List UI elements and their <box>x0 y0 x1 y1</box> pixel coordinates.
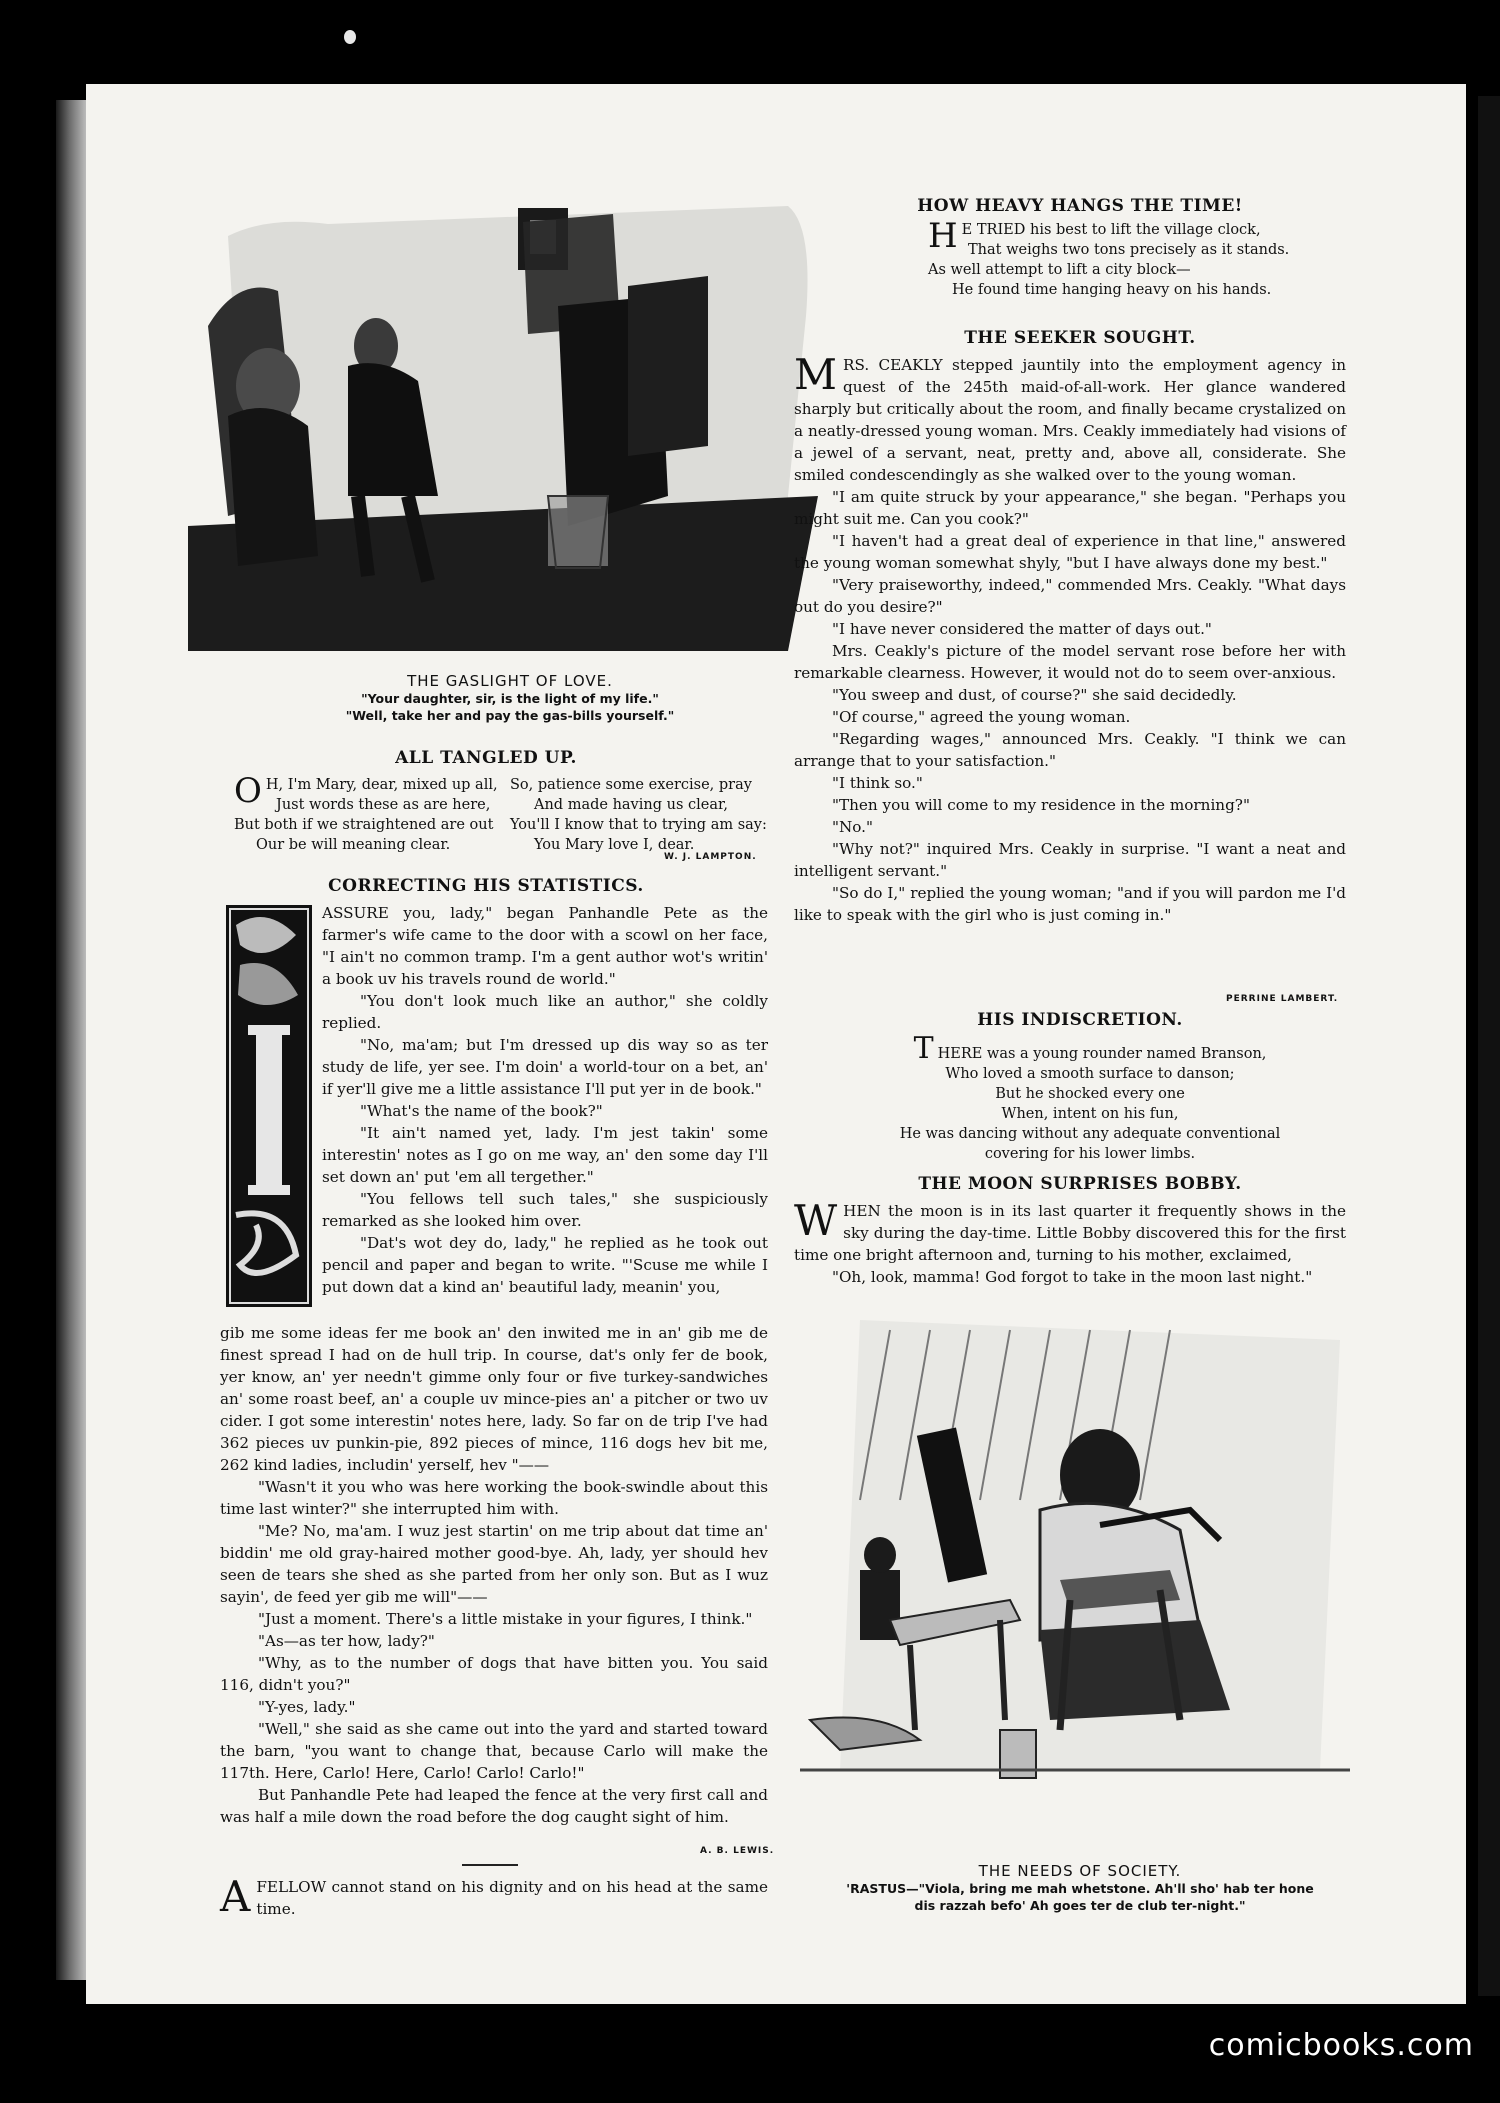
poem-line: He was dancing without any adequate conventional <box>899 1126 1281 1142</box>
paragraph-text: RS. CEAKLY stepped jauntily into the employment agency in quest of the 245th maid-of-all-work. Her glance wandered sharply but critically about the room, and finally became crystalized on a neatly-dressed young woman. Mrs. Ceakly immediately had visions of a jewel of a servant, neat, pretty and, above all, considerate. She smiled condescendingly as she walked over to the young woman. <box>794 356 1346 484</box>
paragraph: "Wasn't it you who was here working the book-swindle about this time last winter?" she interrupted him with. <box>220 1478 768 1518</box>
indiscretion-stanza <box>880 1031 1300 1164</box>
poem-line: That weighs two tons precisely as it stands. <box>968 242 1290 258</box>
paragraph: "Why not?" inquired Mrs. Ceakly in surprise. "I want a neat and intelligent servant." <box>794 840 1346 880</box>
paragraph: "I haven't had a great deal of experience in that line," answered the young woman somewhat shyly, "but I have always done my best." <box>794 532 1346 572</box>
tangled-signature: W. J. LAMPTON. <box>664 852 757 862</box>
society-title: THE NEEDS OF SOCIETY. <box>978 1862 1182 1880</box>
poem-line: covering for his lower limbs. <box>984 1146 1196 1162</box>
paragraph: "What's the name of the book?" <box>360 1102 603 1120</box>
fellow-text: FELLOW cannot stand on his dignity and on his head at the same time. <box>256 1878 768 1918</box>
paragraph: "Then you will come to my residence in the morning?" <box>832 796 1250 814</box>
paragraph: "Oh, look, mamma! God forgot to take in the moon last night." <box>832 1268 1313 1286</box>
gaslight-line-1: "Your daughter, sir, is the light of my life." <box>361 691 659 706</box>
poem-line: You'll I know that to trying am say: <box>510 817 767 833</box>
paragraph: "You fellows tell such tales," she suspiciously remarked as she looked him over. <box>322 1190 768 1230</box>
statistics-signature: A. B. LEWIS. <box>700 1846 775 1856</box>
moon-body <box>794 1196 1346 1288</box>
society-illustration <box>800 1300 1350 1845</box>
statistics-wide-column <box>220 1322 768 1828</box>
heavy-stanza <box>928 216 1328 300</box>
paragraph: "You sweep and dust, of course?" she said decidedly. <box>832 686 1237 704</box>
poem-line: Our be will meaning clear. <box>256 837 451 853</box>
society-speaker: 'RASTUS— <box>846 1881 919 1896</box>
paragraph: Mrs. Ceakly's picture of the model servant rose before her with remarkable clearness. However, it would not do to seem over-anxious. <box>794 642 1346 682</box>
statistics-narrow-column <box>322 902 768 1298</box>
gaslight-title: THE GASLIGHT OF LOVE. <box>407 672 613 690</box>
paragraph: But Panhandle Pete had leaped the fence at the very first call and was half a mile down the road before the dog caught sight of him. <box>220 1786 768 1826</box>
gaslight-illustration <box>188 196 818 656</box>
drop-cap: W <box>794 1196 838 1245</box>
poem-line <box>880 1031 1300 1066</box>
page-edge <box>1478 96 1500 1996</box>
paragraph <box>794 350 1346 486</box>
speck <box>344 30 356 44</box>
paragraph: "Regarding wages," announced Mrs. Ceakly. "I think we can arrange that to your satisfaction." <box>794 730 1346 770</box>
poem-line: He found time hanging heavy on his hands. <box>952 282 1272 298</box>
paragraph: "I think so." <box>832 774 923 792</box>
poem-line-text: HERE was a young rounder named Branson, <box>937 1046 1267 1062</box>
paragraph: "So do I," replied the young woman; "and if you will pardon me I'd like to speak with the girl who is just coming in." <box>794 884 1346 924</box>
paragraph: "I am quite struck by your appearance," she began. "Perhaps you might suit me. Can you cook?" <box>794 488 1346 528</box>
paragraph: "As—as ter how, lady?" <box>258 1632 435 1650</box>
drop-cap: M <box>794 350 838 399</box>
poem-line: As well attempt to lift a city block— <box>928 262 1191 278</box>
poem-line: But he shocked every one <box>995 1086 1185 1102</box>
seeker-title: THE SEEKER SOUGHT. <box>964 328 1196 348</box>
society-line-2: dis razzah befo' Ah goes ter de club ter-night." <box>914 1898 1246 1913</box>
paragraph-text: HEN the moon is in its last quarter it frequently shows in the sky during the day-time. Little Bobby discovered this for the first time one bright afternoon and, turning to his mother, exclaimed, <box>794 1202 1346 1264</box>
paragraph: "Very praiseworthy, indeed," commended Mrs. Ceakly. "What days out do you desire?" <box>794 576 1346 616</box>
statistics-title: CORRECTING HIS STATISTICS. <box>328 876 644 896</box>
book-binding <box>56 100 90 1980</box>
paragraph: "No." <box>832 818 873 836</box>
paragraph: "No, ma'am; but I'm dressed up dis way so as ter study de life, yer see. I'm doin' a world-tour on a bet, an' if yer'll give me a little assistance I'll put yer in de book." <box>322 1036 768 1098</box>
ornamental-initial-i <box>226 905 312 1307</box>
paragraph: "Of course," agreed the young woman. <box>832 708 1131 726</box>
poem-line: So, patience some exercise, pray <box>510 777 752 793</box>
paragraph: "I have never considered the matter of days out." <box>832 620 1212 638</box>
poem-line: But both if we straightened are out <box>234 817 494 833</box>
drop-cap: T <box>913 1031 934 1066</box>
indiscretion-title: HIS INDISCRETION. <box>977 1010 1183 1030</box>
paragraph: ASSURE you, lady," began Panhandle Pete as the farmer's wife came to the door with a scowl on her face, "I ain't no common tramp. I'm a gent author wot's writin' a book uv his travels round de world." <box>322 904 768 988</box>
seeker-signature: PERRINE LAMBERT. <box>1226 994 1339 1004</box>
tangled-title: ALL TANGLED UP. <box>395 748 577 768</box>
poem-line-text: E TRIED his best to lift the village clock, <box>961 222 1261 238</box>
paragraph: "It ain't named yet, lady. I'm jest takin' some interestin' notes as I go on me way, an' den some day I'll set down an' put 'em all tergether." <box>322 1124 768 1186</box>
paragraph: "Well," she said as she came out into the yard and started toward the barn, "you want to change that, because Carlo will make the 117th. Here, Carlo! Here, Carlo! Carlo! Carlo!" <box>220 1720 768 1782</box>
brand-watermark: comicbooks.com <box>1208 2028 1474 2063</box>
paragraph: gib me some ideas fer me book an' den inwited me in an' gib me de finest spread I had on de hull trip. In course, dat's only fer de book, yer know, an' yer needn't gimme only four or five turkey-sandwiches an' some roast beef, an' a couple uv mince-pies an' a pitcher or two uv cider. I got some interestin' notes here, lady. So far on de trip I've had 362 pieces uv punkin-pie, 892 pieces of mince, 116 dogs hev bit me, 262 kind ladies, includin' yerself, hev "—— <box>220 1324 768 1474</box>
poem-line-text: H, I'm Mary, dear, mixed up all, <box>265 777 498 793</box>
paragraph: "Just a moment. There's a little mistake in your figures, I think." <box>258 1610 753 1628</box>
heavy-title: HOW HEAVY HANGS THE TIME! <box>917 196 1243 216</box>
paragraph: "Y-yes, lady." <box>258 1698 356 1716</box>
poem-line: And made having us clear, <box>534 797 728 813</box>
drop-cap: A <box>220 1872 251 1921</box>
poem-line: When, intent on his fun, <box>1001 1106 1179 1122</box>
drop-cap: H <box>928 216 958 256</box>
society-line-1 <box>820 1880 1340 1897</box>
society-quote: "Viola, bring me mah whetstone. Ah'll sho' hab ter hone <box>918 1881 1314 1896</box>
paragraph <box>794 1196 1346 1266</box>
fellow-paragraph <box>220 1872 768 1921</box>
poem-line: You Mary love I, dear. <box>534 837 695 853</box>
poem-line: Who loved a smooth surface to danson; <box>945 1066 1235 1082</box>
gaslight-caption <box>300 672 720 724</box>
drop-cap: O <box>234 771 262 811</box>
paragraph: "You don't look much like an author," she coldly replied. <box>322 992 768 1032</box>
tangled-left-stanza <box>234 771 499 855</box>
tangled-right-stanza <box>510 775 780 855</box>
moon-title: THE MOON SURPRISES BOBBY. <box>918 1174 1242 1194</box>
paragraph: "Why, as to the number of dogs that have bitten you. You said 116, didn't you?" <box>220 1654 768 1694</box>
poem-line: Just words these as are here, <box>276 797 491 813</box>
divider <box>462 1864 518 1866</box>
seeker-body <box>794 350 1346 926</box>
gaslight-line-2: "Well, take her and pay the gas-bills yourself." <box>345 708 675 723</box>
society-caption <box>820 1862 1340 1914</box>
paragraph: "Me? No, ma'am. I wuz jest startin' on me trip about dat time an' biddin' me old gray-haired mother good-bye. Ah, lady, yer should hev seen de tears she shed as she parted from her only son. But as I wuz sayin', de feed yer gib me will"—— <box>220 1522 768 1606</box>
paragraph: "Dat's wot dey do, lady," he replied as he took out pencil and paper and began to write. "'Scuse me while I put down dat a kind an' beautiful lady, meanin' you, <box>322 1234 768 1296</box>
